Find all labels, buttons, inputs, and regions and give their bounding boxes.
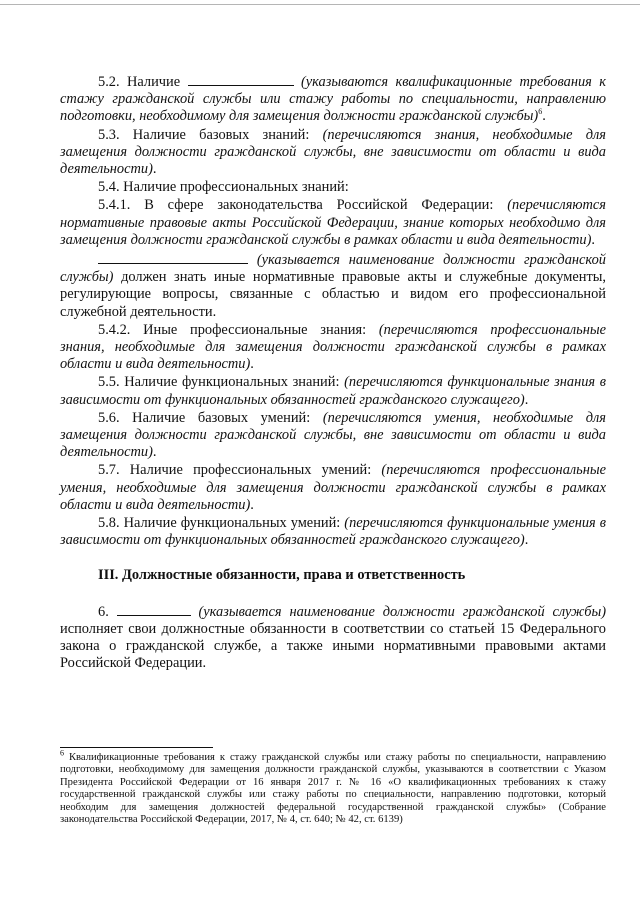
paragraph-6 — [60, 602, 606, 673]
paragraph-5-4-2-instruction: (перечисляются профессиональные знания, необходимые для замещения должности гражданской службы в рамках области и вида деятельности) — [60, 321, 606, 373]
paragraph-5-8 — [60, 515, 606, 549]
paragraph-5-2-instruction: (указываются квалификационные требования к стажу гражданской службы или стажу работы по специальности, направлению подготовки, необходимому для замещения должности гражданской службы) — [60, 74, 606, 125]
paragraph-5-3-tail: . — [152, 161, 157, 178]
paragraph-5-6 — [60, 410, 606, 462]
paragraph-5-5-lead: 5.5. Наличие функциональных знаний: — [98, 374, 345, 391]
document-page — [60, 72, 606, 673]
paragraph-5-6-lead: 5.6. Наличие базовых умений: — [98, 409, 323, 426]
paragraph-5-2-tail: . — [542, 108, 546, 125]
fill-in-blank — [117, 602, 191, 616]
paragraph-5-3 — [60, 127, 606, 179]
paragraph-5-7-lead: 5.7. Наличие профессиональных умений: — [98, 462, 382, 479]
paragraph-5-6-instruction: (перечисляются умения, необходимые для замещения должности гражданской службы, вне зависимости от области и вида деятельности) — [60, 409, 607, 461]
paragraph-5-5-instruction: (перечисляются функциональные знания в зависимости от функциональных обязанностей гражданского служащего) — [60, 374, 606, 408]
paragraph-5-3-lead: 5.3. Наличие базовых знаний: — [98, 126, 323, 143]
paragraph-5-4-1-lead: 5.4.1. В сфере законодательства Российской Федерации: — [98, 197, 508, 214]
footnote-text: Квалификационные требования к стажу гражданской службы или стажу работы по специальности, направлению подготовки, необходимому для замещения должности гражданской службы, указываются в соответствии с Указом Президента Российской Федерации от 16 января 2017 г. № 16 «О квалификационных требованиях к стажу государственной гражданской службы или стажу работы по специальности, направлению подготовки, который необходим для замещения должностей федеральной государственной гражданской службы» (Собрание законодательства Российской Федерации, 2017, № 4, ст. 640; № 42, ст. 6139) — [60, 752, 606, 826]
paragraph-5-4-2-tail: . — [250, 356, 254, 373]
paragraph-5-5-tail: . — [524, 391, 529, 408]
paragraph-5-4-1 — [60, 197, 606, 249]
paragraph-5-6-tail: . — [152, 444, 157, 461]
paragraph-6-instruction: (указывается наименование должности гражданской службы) — [198, 603, 606, 620]
paragraph-6-text: исполняет свои должностные обязанности в соответствии со статьей 15 Федерального закона о гражданской службе, а также иными нормативными правовыми актами Российской Федерации. — [60, 620, 606, 672]
paragraph-5-7-instruction: (перечисляются профессиональные умения, необходимые для замещения должности гражданской службы в рамках области и вида деятельности) — [60, 462, 606, 513]
paragraph-5-4-1-continued-instruction: (указывается наименование должности гражданской службы) — [60, 252, 606, 286]
paragraph-5-4-text: 5.4. Наличие профессиональных знаний: — [98, 179, 349, 196]
paragraph-5-2-lead: 5.2. Наличие — [98, 74, 188, 90]
footnote-6 — [60, 748, 606, 826]
paragraph-5-4-1-tail: . — [591, 231, 596, 248]
paragraph-6-lead: 6. — [98, 603, 117, 620]
paragraph-5-4-1-instruction: (перечисляются нормативные правовые акты Российской Федерации, знание которых необходимо для замещения должности гражданской службы в рамках области и вида деятельности) — [60, 197, 606, 248]
page-top-edge — [0, 4, 640, 5]
paragraph-5-4 — [60, 179, 606, 196]
paragraph-5-7-tail: . — [250, 496, 254, 513]
paragraph-5-7 — [60, 462, 606, 514]
paragraph-5-4-2-lead: 5.4.2. Иные профессиональные знания: — [98, 321, 379, 338]
paragraph-5-8-instruction: (перечисляются функциональные умения в зависимости от функциональных обязанностей гражданского служащего) — [60, 515, 606, 549]
footnote-ref-6: 6 — [538, 107, 543, 117]
paragraph-5-4-2 — [60, 322, 606, 374]
paragraph-5-4-1-continued — [60, 250, 606, 321]
section-heading: III. Должностные обязанности, права и ответственность — [98, 567, 466, 584]
paragraph-5-4-1-continued-text: должен знать иные нормативные правовые акты и служебные документы, регулирующие вопросы, связанные с областью и видом его профессиональной служебной деятельности. — [60, 269, 606, 320]
paragraph-5-2 — [60, 72, 606, 126]
paragraph-5-8-tail: . — [524, 532, 529, 549]
paragraph-5-3-instruction: (перечисляются знания, необходимые для замещения должности гражданской службы, вне зависимости от области и вида деятельности) — [60, 126, 606, 178]
paragraph-5-8-lead: 5.8. Наличие функциональных умений: — [98, 515, 345, 532]
fill-in-blank — [188, 72, 294, 86]
footnote-marker: 6 — [60, 748, 64, 758]
footnote-separator — [60, 747, 213, 748]
fill-in-blank — [98, 250, 248, 264]
paragraph-5-5 — [60, 374, 606, 408]
